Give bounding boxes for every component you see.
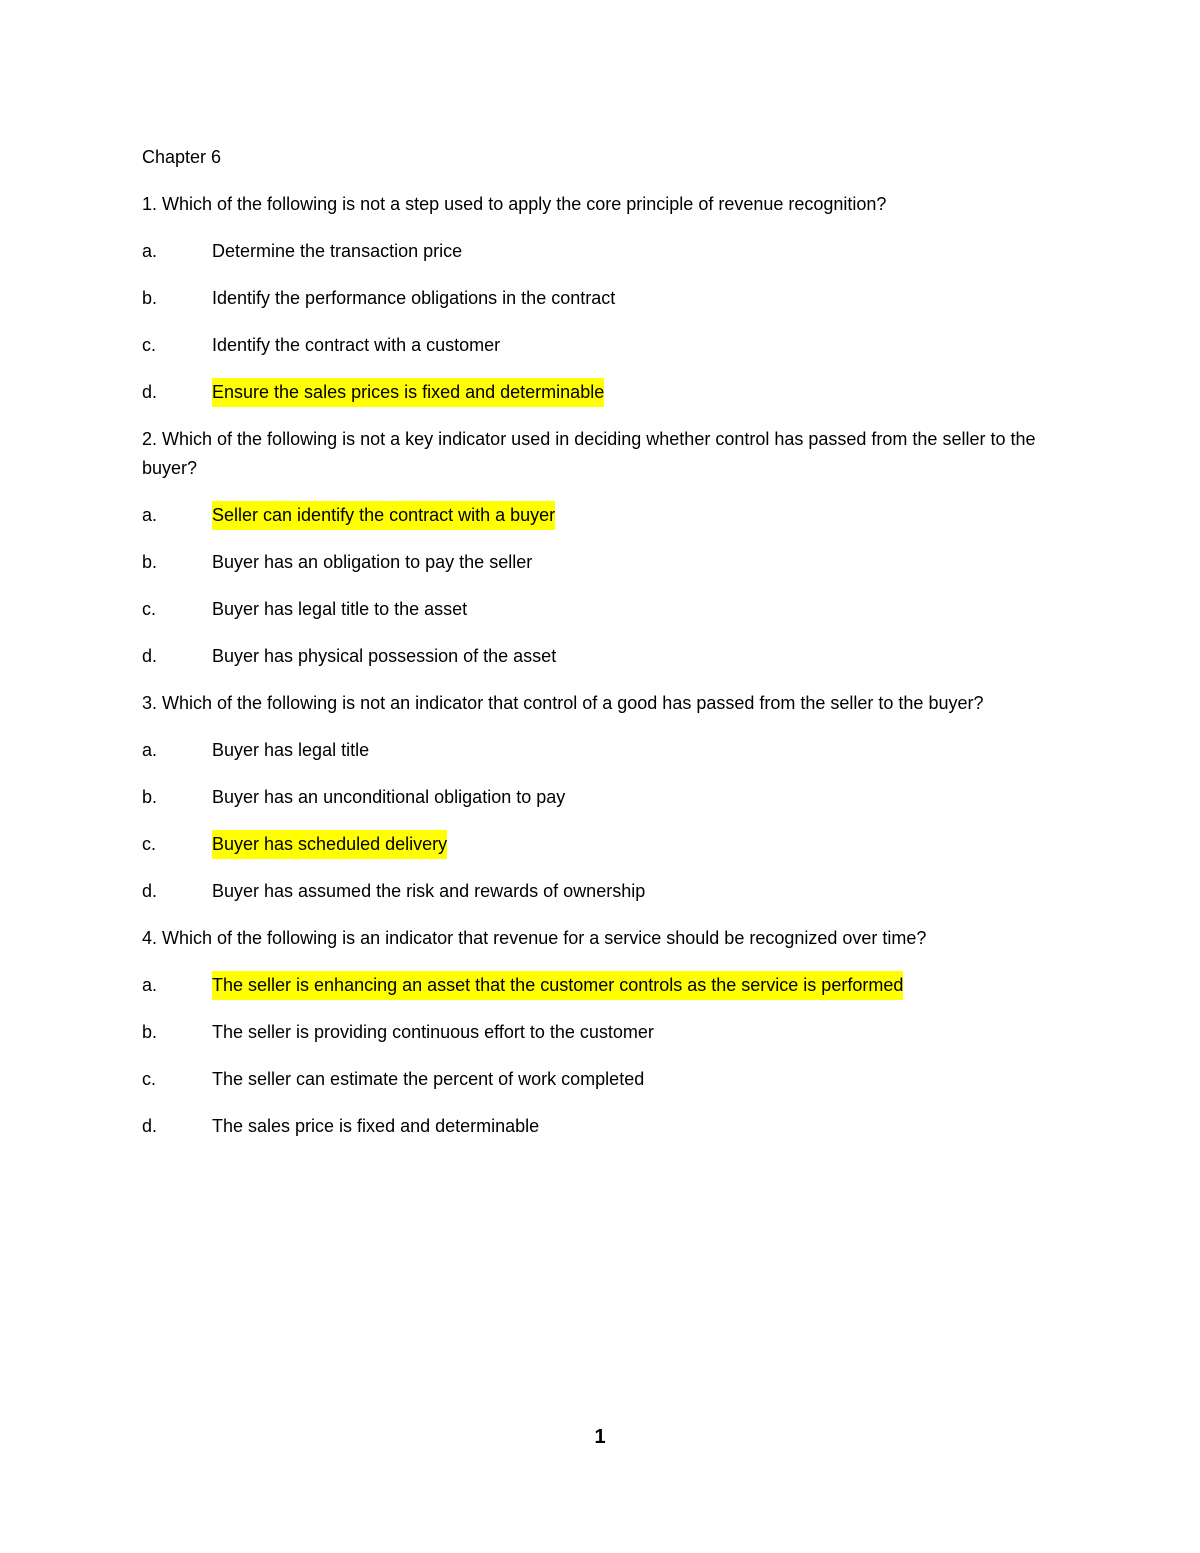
option-text: The seller is providing continuous effort to the customer (212, 1022, 654, 1042)
option-letter: b. (142, 787, 158, 807)
answer-option (142, 501, 1042, 530)
answer-option (142, 237, 1042, 266)
answer-option (142, 548, 1042, 577)
option-letter: b. (142, 1022, 158, 1042)
answer-option (142, 331, 1042, 360)
option-text-highlighted: The seller is enhancing an asset that the customer controls as the service is performed (212, 971, 903, 1000)
option-text-highlighted: Buyer has scheduled delivery (212, 830, 447, 859)
option-letter: c. (142, 1069, 157, 1089)
option-letter: d. (142, 881, 158, 901)
option-letter: d. (142, 646, 158, 666)
answer-option (142, 736, 1042, 765)
option-letter: a. (142, 505, 158, 525)
chapter-title: Chapter 6 (142, 147, 222, 167)
question-prompt: 4. Which of the following is an indicator that revenue for a service should be recognized over time? (142, 928, 927, 948)
option-letter: c. (142, 834, 157, 854)
option-letter: c. (142, 335, 157, 355)
option-letter: b. (142, 288, 158, 308)
question-prompt: 2. Which of the following is not a key indicator used in deciding whether control has passed from the seller to the buyer? (142, 429, 1036, 478)
answer-option (142, 1018, 1042, 1047)
option-letter: a. (142, 241, 158, 261)
answer-option (142, 971, 1042, 1000)
answer-option (142, 1065, 1042, 1094)
option-text: Buyer has physical possession of the asset (212, 646, 557, 666)
answer-option (142, 783, 1042, 812)
option-letter: a. (142, 740, 158, 760)
option-letter: d. (142, 382, 158, 402)
option-text: Buyer has an obligation to pay the seller (212, 552, 533, 572)
answer-option (142, 877, 1042, 906)
answer-option (142, 595, 1042, 624)
option-text: Buyer has assumed the risk and rewards of ownership (212, 881, 646, 901)
option-text: The sales price is fixed and determinable (212, 1116, 540, 1136)
answer-option (142, 830, 1042, 859)
answer-option (142, 1112, 1042, 1141)
option-text: Buyer has legal title to the asset (212, 599, 468, 619)
option-text: Identify the contract with a customer (212, 335, 501, 355)
option-letter: c. (142, 599, 157, 619)
option-text-highlighted: Ensure the sales prices is fixed and determinable (212, 378, 604, 407)
option-text: The seller can estimate the percent of work completed (212, 1069, 645, 1089)
answer-option (142, 642, 1042, 671)
document-body (142, 143, 1042, 1159)
option-letter: d. (142, 1116, 158, 1136)
option-text: Determine the transaction price (212, 241, 463, 261)
question-prompt: 3. Which of the following is not an indicator that control of a good has passed from the seller to the buyer? (142, 693, 984, 713)
option-text: Identify the performance obligations in the contract (212, 288, 616, 308)
option-text: Buyer has an unconditional obligation to pay (212, 787, 566, 807)
option-letter: a. (142, 975, 158, 995)
answer-option (142, 378, 1042, 407)
answer-option (142, 284, 1042, 313)
option-letter: b. (142, 552, 158, 572)
question-prompt: 1. Which of the following is not a step used to apply the core principle of revenue recognition? (142, 194, 887, 214)
option-text: Buyer has legal title (212, 740, 370, 760)
option-text-highlighted: Seller can identify the contract with a buyer (212, 501, 555, 530)
page-number: 1 (594, 1426, 606, 1448)
